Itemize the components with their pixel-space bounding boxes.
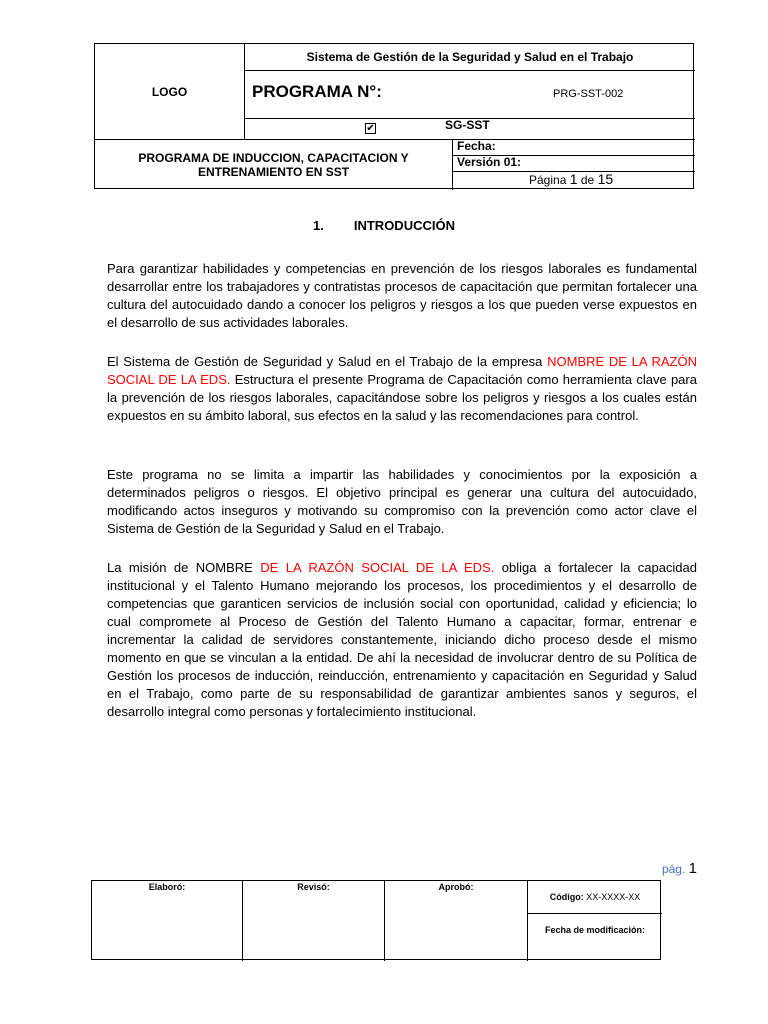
page-total: 15 bbox=[597, 171, 614, 187]
header-table bbox=[94, 43, 694, 189]
page-marker bbox=[662, 860, 697, 877]
company-name-placeholder-2: DE LA RAZÓN SOCIAL DE LA EDS. bbox=[260, 560, 495, 575]
footer-table bbox=[91, 880, 661, 960]
page-marker-number: 1 bbox=[688, 860, 697, 877]
program-name-line2: ENTRENAMIENTO EN SST bbox=[197, 165, 350, 179]
paragraph-4-intro: La misión de NOMBRE bbox=[107, 560, 253, 575]
codigo-label: Código: bbox=[549, 892, 584, 902]
page-indicator bbox=[529, 171, 613, 187]
program-name bbox=[95, 140, 452, 190]
program-label: PROGRAMA N°: bbox=[252, 82, 382, 101]
section-title: INTRODUCCIÓN bbox=[353, 218, 455, 233]
page-marker-label: pág. bbox=[661, 862, 686, 876]
paragraph-4-body: obliga a fortalecer la capacidad institucional y el Talento Humano mejorando los procesos, los procedimientos y el desarrollo de competencias que garanticen servicios de inclusión social con oportunidad, calidad y eficiencia; lo cual compromete al Proceso de Gestión del Talento Humano a capacitar, formar, entrenar e incrementar la calidad de servidores constantemente, iniciando dicho proceso desde el mismo momento en que se vinculan a la entidad. De ahí la necesidad de involucrar dentro de su Política de Gestión los procesos de inducción, reinducción, entrenamiento y capacitación en Seguridad y Salud en el Trabajo, como parte de su responsabilidad de garantizar ambientes sanos y seguros, el desarrollo integral como personas y fortalecimiento institucional. bbox=[107, 560, 698, 719]
codigo-value: XX-XXXX-XX bbox=[586, 892, 641, 902]
paragraph-2-intro: El Sistema de Gestión de Seguridad y Salud en el Trabajo de la empresa bbox=[107, 354, 543, 369]
page-of: de bbox=[580, 173, 595, 187]
fecha-label: Fecha: bbox=[457, 139, 496, 153]
paragraph-2-body: Estructura el presente Programa de Capacitación como herramienta clave para la prevención de los riesgos laborales, capacitándose sobre los peligros y riesgos a los cuales están expuestos en su ámbito laboral, sus efectos en la salud y las recomendaciones para control. bbox=[107, 372, 697, 423]
checkbox-checked[interactable] bbox=[365, 123, 376, 134]
version-label: Versión 01: bbox=[457, 155, 522, 169]
reviso-label: Revisó: bbox=[297, 882, 330, 892]
check-icon: ✔ bbox=[366, 122, 375, 134]
system-title: Sistema de Gestión de la Seguridad y Salud en el Trabajo bbox=[306, 50, 634, 64]
elaboro-label: Elaboró: bbox=[148, 882, 186, 892]
company-name-placeholder: NOMBRE DE LA RAZÓN SOCIAL DE LA EDS. bbox=[107, 354, 697, 387]
paragraph-4 bbox=[107, 559, 697, 721]
section-number: 1. bbox=[313, 218, 324, 233]
page-current: 1 bbox=[569, 171, 578, 187]
sg-sst-label: SG-SST bbox=[445, 118, 490, 132]
section-heading bbox=[0, 218, 768, 233]
fecha-modificacion-label: Fecha de modificación: bbox=[544, 925, 646, 935]
codigo-cell bbox=[528, 892, 662, 902]
paragraph-2 bbox=[107, 353, 697, 425]
paragraph-3: Este programa no se limita a impartir las habilidades y conocimientos por la exposición a determinados peligros o riesgos. El objetivo principal es generar una cultura del autocuidado, modificando actos inseguros y motivando su compromiso con la prevención como actor clave el Sistema de Gestión de la Seguridad y Salud en el Trabajo. bbox=[107, 467, 697, 536]
program-name-line1: PROGRAMA DE INDUCCION, CAPACITACION Y bbox=[138, 151, 409, 165]
aprobo-label: Aprobó: bbox=[438, 882, 474, 892]
logo-placeholder: LOGO bbox=[151, 84, 188, 99]
paragraph-1: Para garantizar habilidades y competencias en prevención de los riesgos laborales es fundamental desarrollar entre los trabajadores y contratistas procesos de capacitación que permitan fortalecer una cultura del autocuidado dando a conocer los peligros y riesgos a los que pueden verse expuestos en el desarrollo de sus actividades laborales. bbox=[107, 261, 697, 330]
program-code: PRG-SST-002 bbox=[553, 88, 624, 100]
page-word: Página bbox=[529, 173, 567, 187]
